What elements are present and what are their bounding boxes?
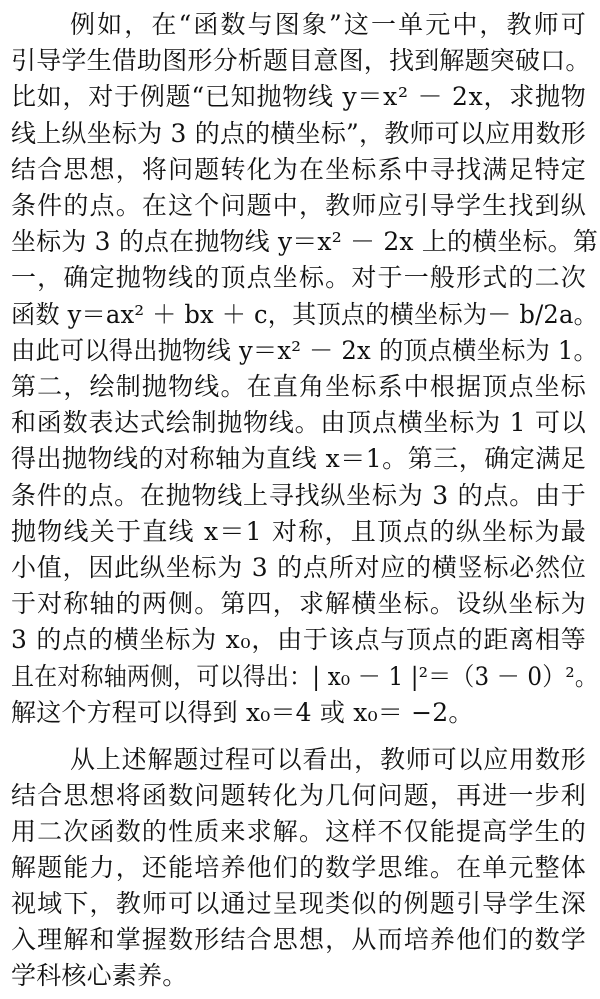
text-line-content: 条件的点。在抛物线上寻找纵坐标为 3 的点。由于 [11, 481, 587, 510]
text-line [0, 222, 600, 262]
text-line-content: 由此可以得出抛物线 y＝x² － 2x 的顶点横坐标为 1。 [11, 336, 598, 365]
text-line [0, 41, 600, 81]
text-line-content: 例如，在“函数与图象”这一单元中，教师可 [70, 10, 588, 39]
text-line [0, 114, 600, 154]
text-line [0, 403, 600, 443]
text-line-content: 且在对称轴两侧，可以得出：| x₀ － 1 |²＝（3 － 0）²。 [11, 662, 598, 691]
text-line [0, 776, 600, 816]
text-line [0, 5, 600, 45]
text-line [0, 512, 600, 552]
text-line [0, 258, 600, 298]
text-line [0, 548, 600, 588]
text-line-content: 第二，绘制抛物线。在直角坐标系中根据顶点坐标 [11, 372, 587, 401]
text-line-content: 条件的点。在这个问题中，教师应引导学生找到纵 [11, 191, 587, 220]
text-line [0, 367, 600, 407]
text-line-content: 抛物线关于直线 x＝1 对称，且顶点的纵坐标为最 [11, 517, 588, 546]
text-line [0, 331, 600, 371]
text-line-content: 从上述解题过程可以看出，教师可以应用数形 [70, 745, 587, 774]
text-line-content: 和函数表达式绘制抛物线。由顶点横坐标为 1 可以 [11, 408, 587, 437]
text-line-content: 小值，因此纵坐标为 3 的点所对应的横竖标必然位 [11, 553, 587, 582]
text-line [0, 77, 600, 117]
text-line-content: 一，确定抛物线的顶点坐标。对于一般形式的二次 [11, 263, 587, 292]
text-line [0, 848, 600, 888]
text-line-content: 于对称轴的两侧。第四，求解横坐标。设纵坐标为 [11, 589, 587, 618]
text-line [0, 740, 600, 780]
text-line-content: 入理解和掌握数形结合思想，从而培养他们的数学 [11, 925, 587, 954]
text-line-content: 视域下，教师可以通过呈现类似的例题引导学生深 [11, 889, 587, 918]
text-line-content: 学科核心素养。 [11, 961, 188, 990]
text-line [0, 150, 600, 190]
text-line [0, 884, 600, 924]
text-line-content: 引导学生借助图形分析题目意图，找到解题突破口。 [11, 46, 591, 75]
text-line-content: 3 的点的横坐标为 x₀，由于该点与顶点的距离相等 [11, 625, 587, 654]
text-line [0, 657, 600, 697]
text-line-content: 线上纵坐标为 3 的点的横坐标”，教师可以应用数形 [11, 119, 587, 148]
text-line [0, 476, 600, 516]
text-line [0, 584, 600, 624]
text-line-content: 用二次函数的性质来求解。这样不仅能提高学生的 [11, 817, 587, 846]
text-line [0, 186, 600, 226]
text-line [0, 295, 600, 335]
text-line [0, 956, 600, 996]
text-line-content: 结合思想，将问题转化为在坐标系中寻找满足特定 [11, 155, 587, 184]
text-line-content: 得出抛物线的对称轴为直线 x＝1。第三，确定满足 [11, 444, 587, 473]
text-line-content: 函数 y＝ax² ＋ bx ＋ c，其顶点的横坐标为－ b/2a。 [11, 300, 598, 329]
text-line [0, 693, 600, 733]
text-line-content: 结合思想将函数问题转化为几何问题，再进一步利 [11, 781, 587, 810]
text-line-content: 坐标为 3 的点在抛物线 y＝x² － 2x 上的横坐标。第 [11, 227, 598, 256]
text-line-content: 解题能力，还能培养他们的数学思维。在单元整体 [11, 853, 587, 882]
text-line [0, 812, 600, 852]
text-line [0, 439, 600, 479]
text-line-content: 比如，对于例题“已知抛物线 y＝x² － 2x，求抛物 [11, 82, 587, 111]
text-line [0, 620, 600, 660]
text-line-content: 解这个方程可以得到 x₀＝4 或 x₀＝ −2。 [11, 698, 474, 727]
text-line [0, 920, 600, 960]
